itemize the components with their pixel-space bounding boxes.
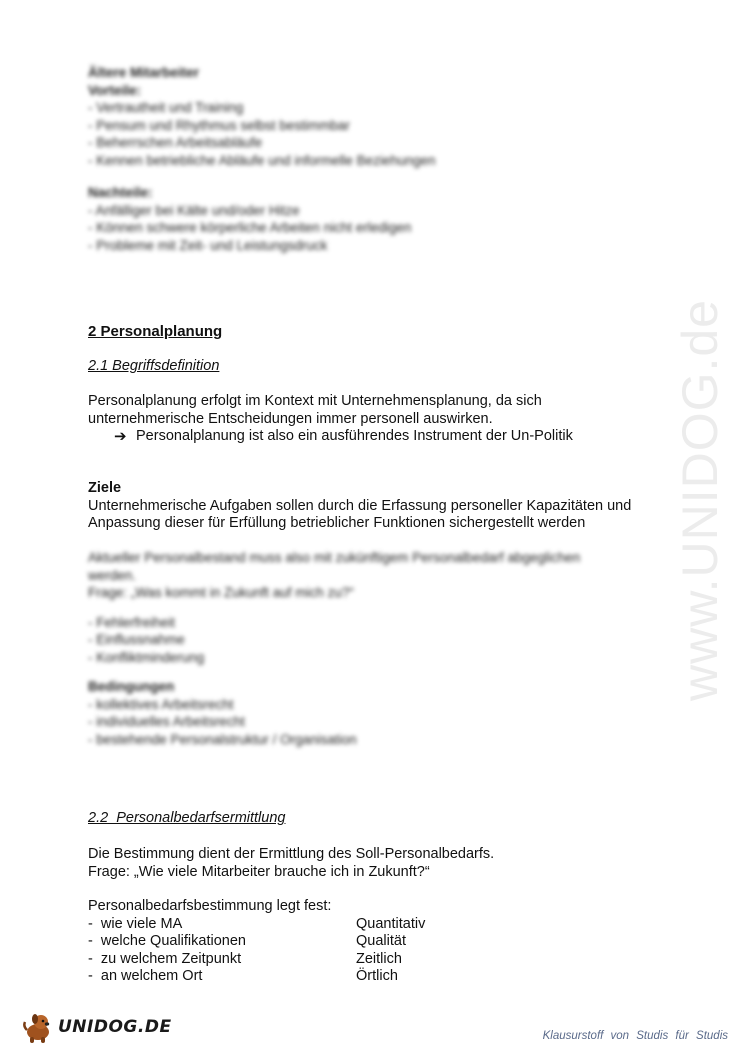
paragraph-definition	[88, 393, 573, 446]
unidog-logo	[22, 1010, 172, 1044]
list-item: - Probleme mit Zeit- und Leistungsdruck	[88, 237, 328, 253]
subsection-title-personalbedarfsermittlung: 2.2 Personalbedarfsermittlung	[88, 810, 286, 826]
dog-mascot-icon	[22, 1010, 56, 1044]
criteria-list-title: Personalbedarfsbestimmung legt fest:	[88, 898, 332, 914]
paragraph-line: werden.	[88, 567, 137, 583]
arrow-point	[88, 428, 573, 446]
section-title-personalplanung: 2 Personalplanung	[88, 323, 223, 340]
paragraph-line: unternehmerische Entscheidungen immer personell auswirken.	[88, 410, 493, 427]
list-item: - bestehende Personalstruktur / Organisation	[88, 731, 357, 747]
list-item: - Einflussnahme	[88, 632, 185, 647]
criteria-type: Zeitlich	[356, 950, 402, 967]
criteria-list	[88, 898, 425, 986]
criteria-label: - zu welchem Zeitpunkt	[88, 950, 242, 967]
criteria-label: - welche Qualifikationen	[88, 933, 246, 949]
bedingungen-label: Bedingungen	[88, 679, 175, 694]
paragraph-line: Die Bestimmung dient der Ermittlung des Soll-Personalbedarfs.	[88, 846, 495, 862]
blurred-middle-section	[88, 549, 580, 748]
logo-text: UNIDOG.DE	[58, 1017, 172, 1037]
paragraph-bestimmung	[88, 846, 494, 881]
criteria-row	[88, 933, 425, 951]
subsection-title-begriffsdefinition: 2.1 Begriffsdefinition	[88, 358, 220, 374]
paragraph-line: Frage: „Wie viele Mitarbeiter brauche ich in Zukunft?“	[88, 863, 430, 880]
vorteile-label: Vorteile:	[88, 82, 142, 98]
list-item: - Vertrautheit und Training	[88, 100, 244, 115]
criteria-row	[88, 968, 425, 986]
criteria-label: - an welchem Ort	[88, 968, 203, 984]
paragraph-line: Aktueller Personalbestand muss also mit zukünftigem Personalbedarf abgeglichen	[88, 550, 581, 565]
right-arrow-icon: ➔	[114, 428, 127, 445]
list-item: - Können schwere körperliche Arbeiten nicht erledigen	[88, 220, 412, 235]
list-item: - Beherrschen Arbeitsabläufe	[88, 135, 263, 150]
list-item: - individuelles Arbeitsrecht	[88, 714, 245, 729]
paragraph-line: Frage: „Was kommt in Zukunft auf mich zu?“	[88, 585, 354, 600]
list-item: - Fehlerfreiheit	[88, 614, 176, 630]
footer-tagline: Klausurstoff von Studis für Studis	[542, 1030, 728, 1042]
paragraph-line: Unternehmerische Aufgaben sollen durch die Erfassung personeller Kapazitäten und	[88, 497, 632, 514]
criteria-row	[88, 951, 425, 969]
criteria-type: Qualität	[356, 933, 406, 949]
watermark-text: www.UNIDOG.de	[672, 299, 728, 701]
ziele-title: Ziele	[88, 480, 122, 496]
criteria-label: - wie viele MA	[88, 915, 183, 932]
ziele-block	[88, 480, 631, 533]
criteria-row	[88, 916, 425, 934]
list-item: - Anfälliger bei Kälte und/oder Hitze	[88, 202, 300, 218]
list-item: - Pensum und Rhythmus selbst bestimmbar	[88, 117, 350, 133]
blurred-top-section	[88, 64, 436, 254]
list-item: - Konfliktminderung	[88, 649, 205, 665]
paragraph-line: Personalplanung erfolgt im Kontext mit Unternehmensplanung, da sich	[88, 393, 542, 409]
nachteile-label: Nachteile:	[88, 185, 153, 200]
watermark	[640, 255, 750, 745]
heading-aeltere-mitarbeiter: Ältere Mitarbeiter	[88, 65, 200, 80]
criteria-type: Örtlich	[356, 968, 398, 984]
criteria-type: Quantitativ	[356, 915, 426, 932]
arrow-point-text: Personalplanung ist also ein ausführendes Instrument der Un-Politik	[136, 428, 573, 444]
paragraph-line: Anpassung dieser für Erfüllung betrieblicher Funktionen sichergestellt werden	[88, 515, 586, 531]
list-item: - kollektives Arbeitsrecht	[88, 696, 234, 712]
list-item: - Kennen betriebliche Abläufe und informelle Beziehungen	[88, 152, 436, 168]
